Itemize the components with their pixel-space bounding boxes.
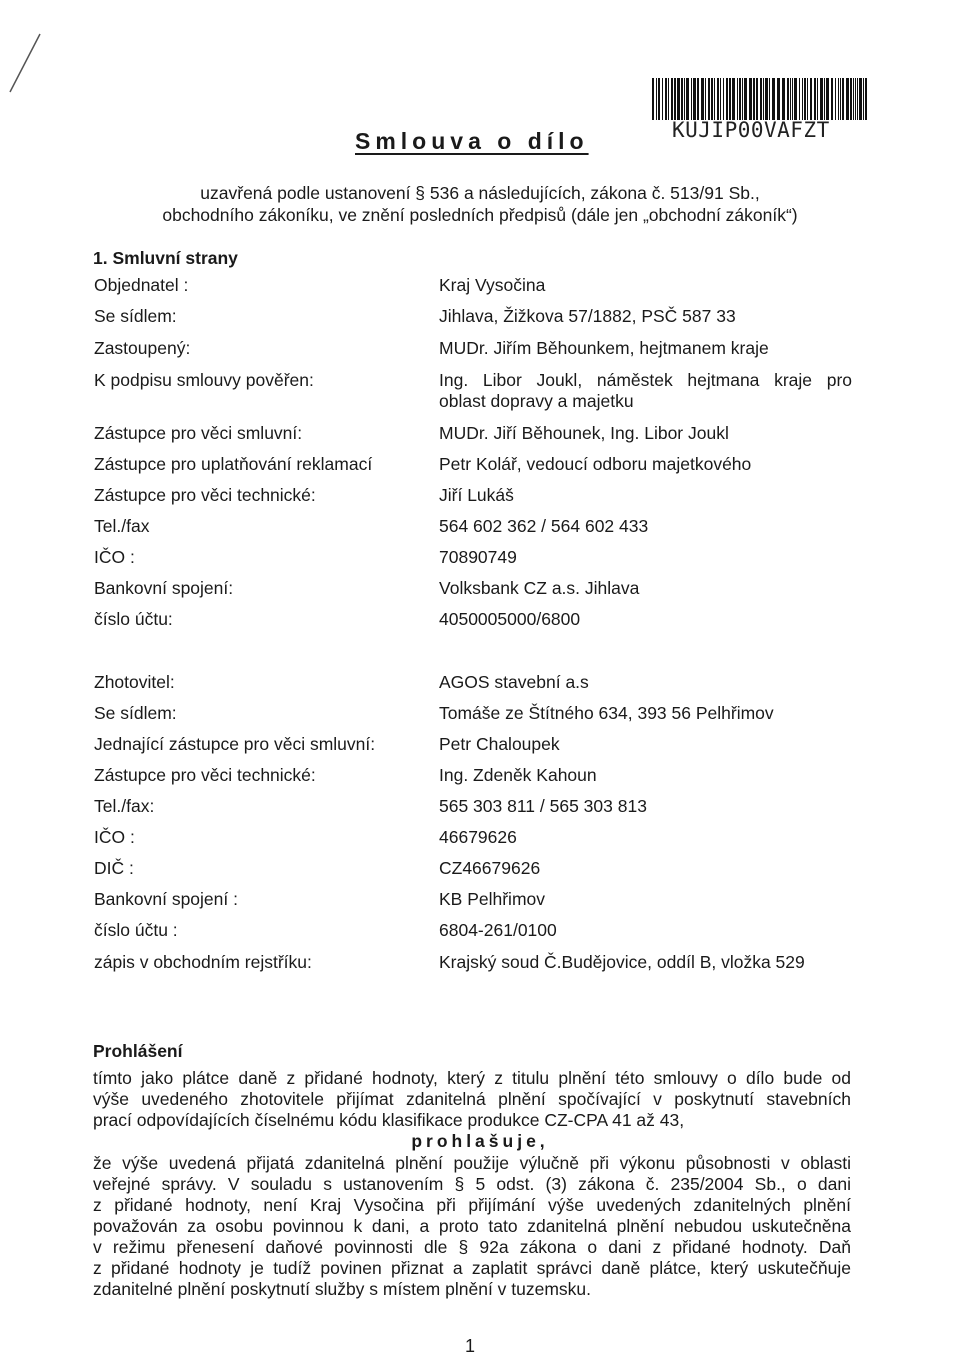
zhotovitel-dic-label: DIČ : (94, 858, 134, 878)
declaration-line: z přidané hodnoty, není Kraj Vysočina při přijímání výše uvedených zdanitelných plnění (93, 1195, 851, 1215)
zhotovitel-telfax-value: 565 303 811 / 565 303 813 (439, 796, 647, 816)
zastupce-smluvni-label: Zástupce pro věci smluvní: (94, 423, 303, 443)
zhotovitel-ucet-value: 6804-261/0100 (439, 920, 557, 940)
page-number: 1 (464, 1336, 475, 1356)
zhotovitel-sidlo-label: Se sídlem: (94, 703, 177, 723)
zhotovitel-value: AGOS stavební a.s (439, 672, 589, 692)
zhotovitel-ico-value: 46679626 (439, 827, 517, 847)
intro-line-1: uzavřená podle ustanovení § 536 a následujících, zákona č. 513/91 Sb., (200, 183, 760, 203)
declaration-heading: Prohlášení (93, 1041, 183, 1061)
declaration-line: veřejné správy. V souladu s ustanovením § 5 odst. (3) zákona č. 235/2004 Sb., o dani (93, 1174, 851, 1194)
declaration-line: výše uvedeného zhotovitele přijímat zdanitelná plnění spočívající v poskytnutí stavebních (93, 1089, 851, 1109)
zastupce-reklamace-label: Zástupce pro uplatňování reklamací (94, 454, 373, 474)
obchodni-rejstrik-label: zápis v obchodním rejstříku: (94, 952, 312, 972)
zhotovitel-label: Zhotovitel: (94, 672, 175, 692)
pen-stroke-mark (0, 28, 50, 98)
telfax-label: Tel./fax (94, 516, 150, 536)
barcode (650, 78, 870, 120)
intro-line-2: obchodního zákoníku, ve znění posledních předpisů (dále jen „obchodní zákoník“) (162, 205, 798, 225)
zhotovitel-banka-value: KB Pelhřimov (439, 889, 546, 909)
declaration-line: prací odpovídajících číselnému kódu klasifikace produkce CZ-CPA 41 až 43, (93, 1110, 685, 1130)
section-heading: 1. Smluvní strany (93, 248, 238, 268)
obchodni-rejstrik-value: Krajský soud Č.Budějovice, oddíl B, vložka 529 (439, 952, 805, 972)
objednatel-value: Kraj Vysočina (439, 275, 546, 295)
ico-value: 70890749 (439, 547, 517, 567)
podpis-povereni-value-2: oblast dopravy a majetku (439, 391, 634, 411)
objednatel-sidlo-label: Se sídlem: (94, 306, 177, 326)
declaration-line: zdanitelné plnění poskytnutí služby s místem plnění v tuzemsku. (93, 1279, 592, 1299)
zhotovitel-ico-label: IČO : (94, 827, 135, 847)
declaration-line: z přidané hodnoty je tudíž povinen přiznat a zaplatit správci daně plátce, který uskutečňuje (93, 1258, 851, 1278)
jednajici-zastupce-value: Petr Chaloupek (439, 734, 560, 754)
objednatel-label: Objednatel : (94, 275, 189, 295)
zhotovitel-telfax-label: Tel./fax: (94, 796, 155, 816)
zhotovitel-dic-value: CZ46679626 (439, 858, 541, 878)
zhotovitel-technicke-label: Zástupce pro věci technické: (94, 765, 316, 785)
zastupce-technicke-label: Zástupce pro věci technické: (94, 485, 316, 505)
ico-label: IČO : (94, 547, 135, 567)
barcode-code: KUJIP00VAFZT (672, 118, 830, 142)
zastupce-technicke-value: Jiří Lukáš (439, 485, 514, 505)
declaration-line: tímto jako plátce daně z přidané hodnoty, který z titulu plnění této smlouvy o dílo bude od (93, 1068, 851, 1088)
zhotovitel-banka-label: Bankovní spojení : (94, 889, 238, 909)
declaration-prohlasuje: prohlašuje, (411, 1131, 549, 1151)
declaration-line: že výše uvedená přijatá zdanitelná plnění použije výlučně při výkonu působnosti v oblasti (93, 1153, 851, 1173)
zhotovitel-sidlo-value: Tomáše ze Štítného 634, 393 56 Pelhřimov (439, 703, 774, 723)
zastupce-smluvni-value: MUDr. Jiří Běhounek, Ing. Libor Joukl (439, 423, 729, 443)
declaration-line: považován za osobu povinnou k dani, a proto tato zdanitelná plnění nebudou uskutečněna (93, 1216, 851, 1236)
cislo-uctu-value: 4050005000/6800 (439, 609, 581, 629)
objednatel-sidlo-value: Jihlava, Žižkova 57/1882, PSČ 587 33 (439, 306, 736, 326)
zastoupeny-value: MUDr. Jiřím Běhounkem, hejtmanem kraje (439, 338, 769, 358)
zastoupeny-label: Zastoupený: (94, 338, 191, 358)
jednajici-zastupce-label: Jednající zástupce pro věci smluvní: (94, 734, 376, 754)
podpis-povereni-value: Ing. Libor Joukl, náměstek hejtmana kraje pro (439, 370, 852, 390)
declaration-line: v režimu přenesení daňové povinnosti dle § 92a zákona o dani z přidané hodnoty. Daň (93, 1237, 851, 1257)
zhotovitel-technicke-value: Ing. Zdeněk Kahoun (439, 765, 597, 785)
bankovni-spojeni-label: Bankovní spojení: (94, 578, 234, 598)
cislo-uctu-label: číslo účtu: (94, 609, 173, 629)
document-title: Smlouva o dílo (355, 128, 589, 154)
zhotovitel-ucet-label: číslo účtu : (94, 920, 178, 940)
telfax-value: 564 602 362 / 564 602 433 (439, 516, 649, 536)
podpis-povereni-label: K podpisu smlouvy pověřen: (94, 370, 314, 390)
zastupce-reklamace-value: Petr Kolář, vedoucí odboru majetkového (439, 454, 752, 474)
bankovni-spojeni-value: Volksbank CZ a.s. Jihlava (439, 578, 640, 598)
